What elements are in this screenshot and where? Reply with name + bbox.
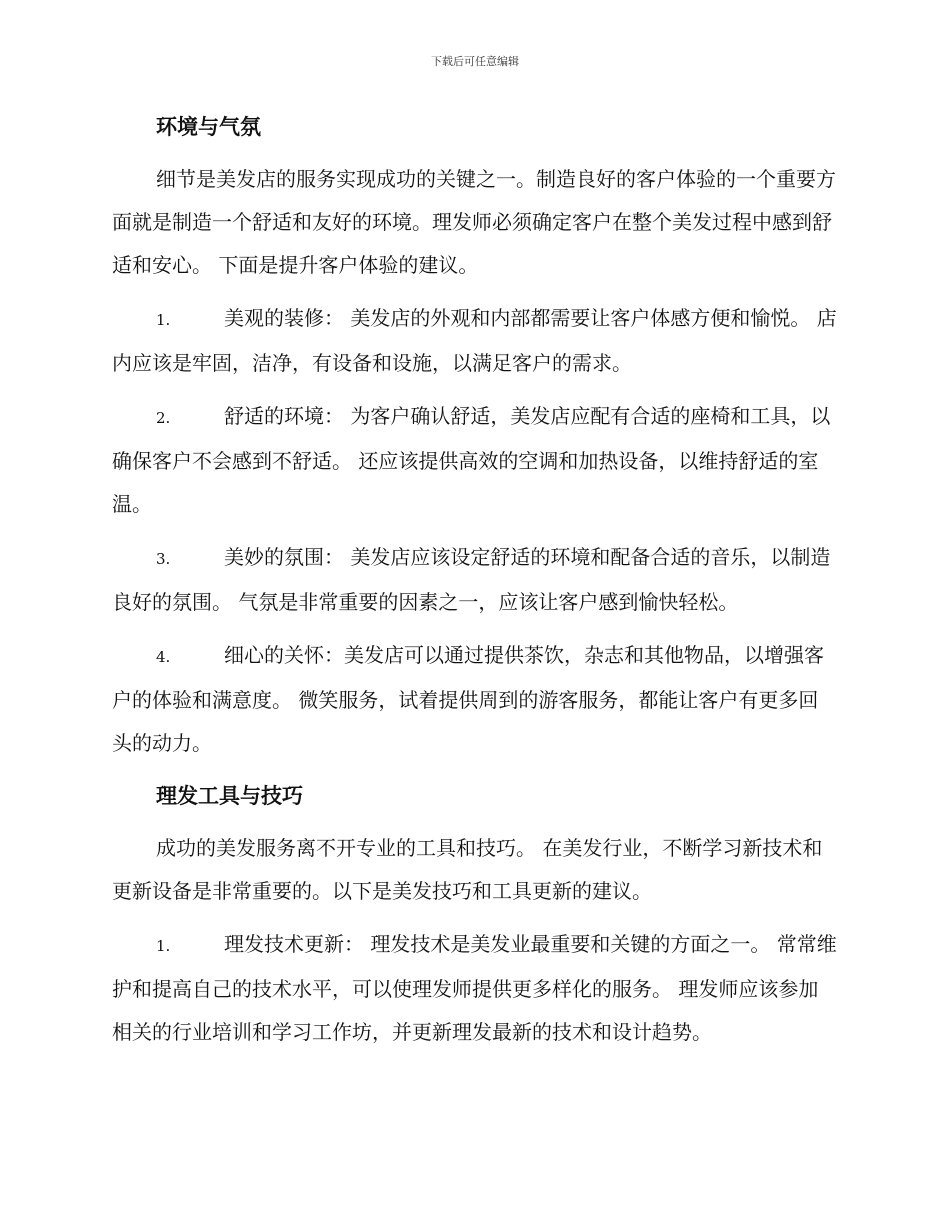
list-item-text: 美妙的氛围： 美发店应该设定舒适的环境和配备合适的音乐，以制造良好的氛围。 气氛是非常重要的因素之一，应该让客户感到愉快轻松。: [112, 545, 831, 614]
list-item: [112, 923, 838, 1054]
page-header: 下载后可任意编辑: [431, 55, 519, 68]
list-number: 3.: [156, 550, 171, 568]
document-body: [112, 106, 838, 1064]
list-item-text: 细心的关怀：美发店可以通过提供茶饮，杂志和其他物品，以增强客户的体验和满意度。 微笑服务，试着提供周到的游客服务，都能让客户有更多回头的动力。: [112, 643, 824, 755]
list-number: 4.: [156, 648, 171, 666]
list-item: [112, 395, 838, 526]
list-item-text: 理发技术更新： 理发技术是美发业最重要和关键的方面之一。 常常维护和提高自己的技术水平，可以使理发师提供更多样化的服务。 理发师应该参加相关的行业培训和学习工作坊，并更新理发最新的技术和设计趋势。: [112, 932, 837, 1044]
list-number: 1.: [156, 311, 171, 329]
list-item-text: 美观的装修： 美发店的外观和内部都需要让客户体感方便和愉悦。 店内应该是牢固，洁净，有设备和设施，以满足客户的需求。: [112, 306, 837, 375]
list-item: [112, 634, 838, 765]
list-item: [112, 536, 838, 624]
section-intro-tools: 成功的美发服务离不开专业的工具和技巧。 在美发行业，不断学习新技术和更新设备是非常重要的。以下是美发技巧和工具更新的建议。: [112, 836, 823, 903]
list-item-text: 舒适的环境： 为客户确认舒适，美发店应配有合适的座椅和工具，以确保客户不会感到不舒适。 还应该提供高效的空调和加热设备，以维持舒适的室温。: [112, 404, 831, 516]
section-heading-environment: 环境与气氛: [156, 114, 261, 139]
list-number: 2.: [156, 409, 171, 427]
list-item: [112, 297, 838, 385]
list-number: 1.: [156, 937, 171, 955]
section-heading-tools: 理发工具与技巧: [156, 783, 303, 808]
section-intro-environment: 细节是美发店的服务实现成功的关键之一。制造良好的客户体验的一个重要方面就是制造一个舒适和友好的环境。理发师必须确定客户在整个美发过程中感到舒适和安心。 下面是提升客户体验的建议。: [112, 167, 836, 277]
